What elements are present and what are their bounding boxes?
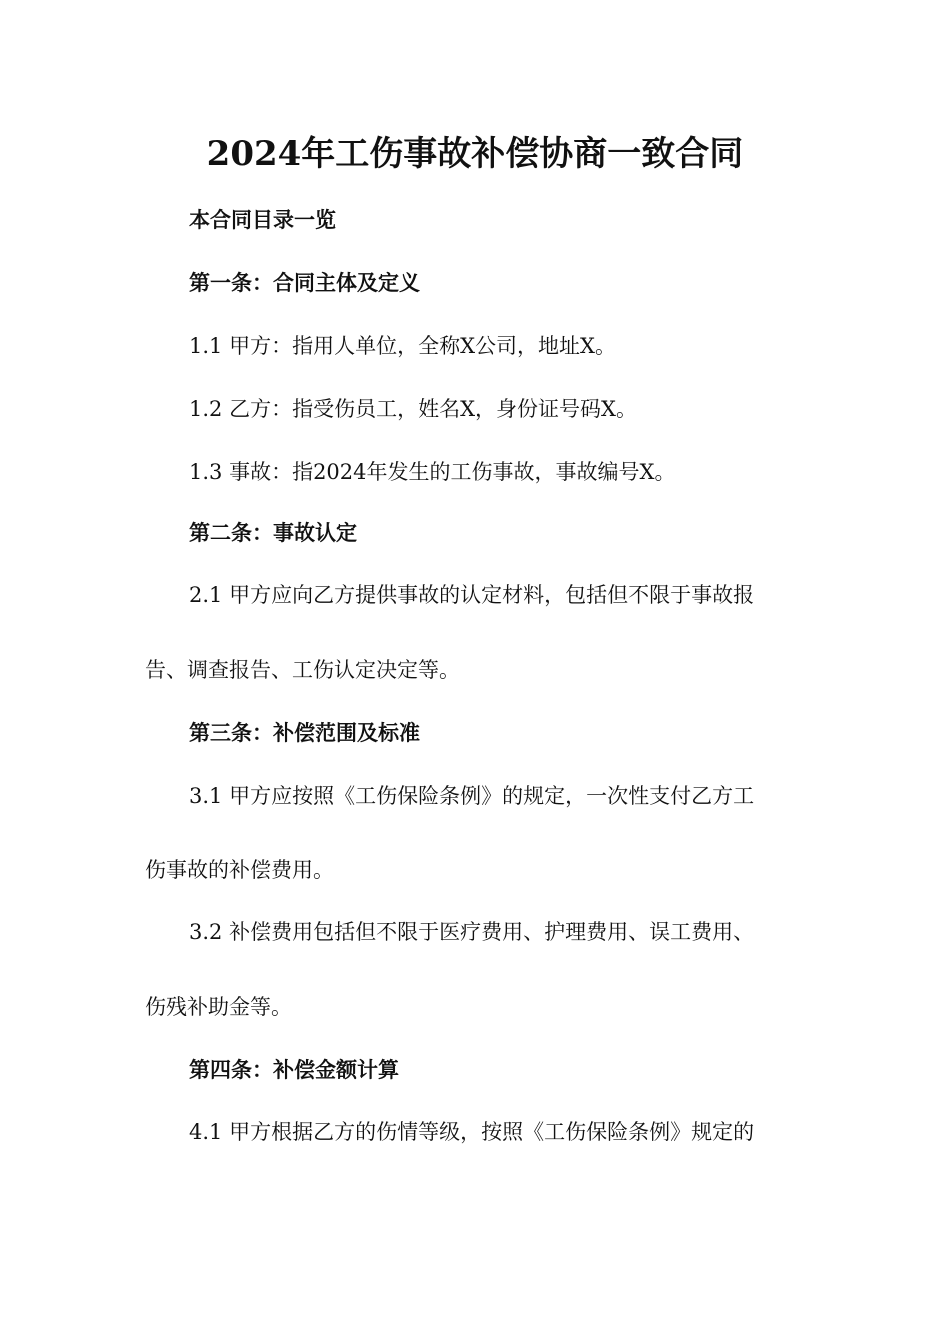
paragraph-3-2-line-1: 3.2 补偿费用包括但不限于医疗费用、护理费用、误工费用、: [189, 920, 755, 944]
paragraph-2-1-line-2: 告、调查报告、工伤认定决定等。: [145, 658, 460, 682]
paragraph-1-1: 1.1 甲方：指用人单位，全称X公司，地址X。: [189, 334, 616, 358]
section-heading-2: 第二条：事故认定: [189, 520, 357, 545]
section-heading-1: 第一条：合同主体及定义: [189, 270, 420, 295]
paragraph-1-3: 1.3 事故：指2024年发生的工伤事故，事故编号X。: [189, 460, 676, 484]
paragraph-4-1-line-1: 4.1 甲方根据乙方的伤情等级，按照《工伤保险条例》规定的: [189, 1120, 755, 1144]
paragraph-3-1-line-2: 伤事故的补偿费用。: [145, 858, 334, 882]
paragraph-3-1-line-1: 3.1 甲方应按照《工伤保险条例》的规定，一次性支付乙方工: [189, 784, 755, 808]
section-heading-4: 第四条：补偿金额计算: [189, 1057, 399, 1082]
toc-heading: 本合同目录一览: [189, 207, 336, 232]
paragraph-2-1-line-1: 2.1 甲方应向乙方提供事故的认定材料，包括但不限于事故报: [189, 583, 755, 607]
paragraph-1-2: 1.2 乙方：指受伤员工，姓名X，身份证号码X。: [189, 397, 637, 421]
section-heading-3: 第三条：补偿范围及标准: [189, 720, 420, 745]
paragraph-3-2-line-2: 伤残补助金等。: [145, 995, 292, 1019]
document-title: 2024年工伤事故补偿协商一致合同: [206, 134, 744, 174]
